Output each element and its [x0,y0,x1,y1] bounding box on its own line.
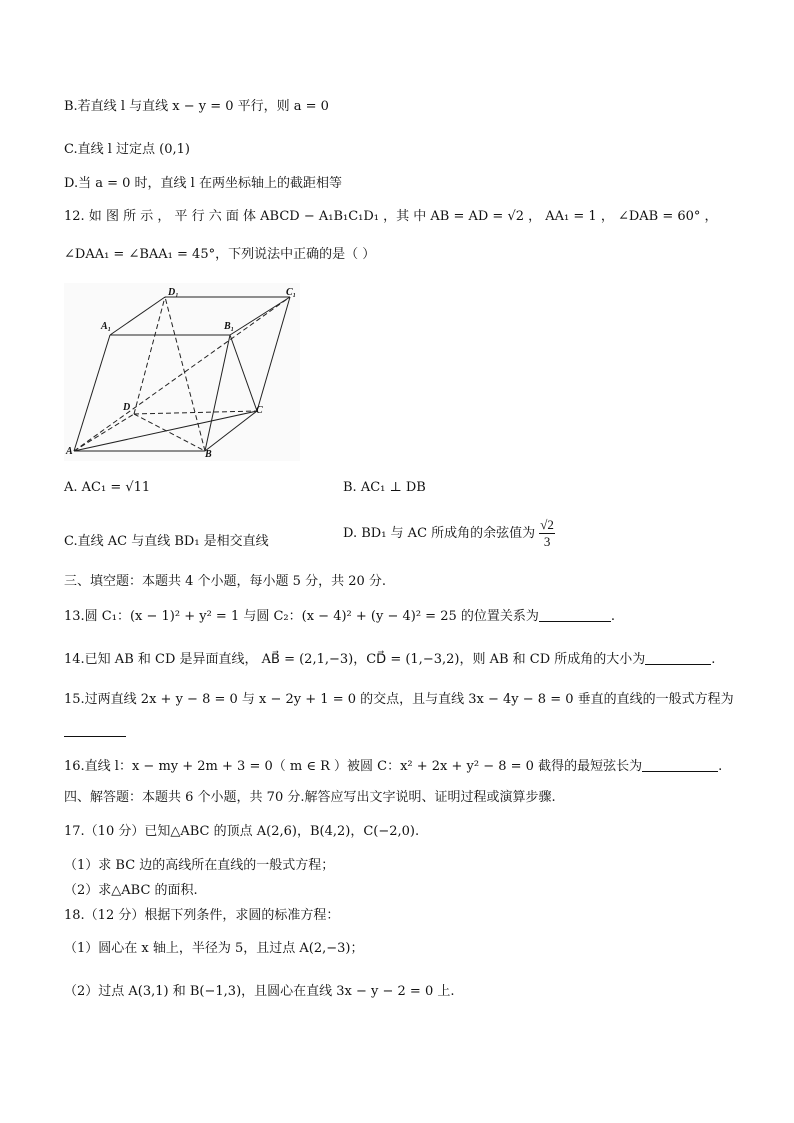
q13: 13.圆 C₁：(x − 1)² + y² = 1 与圆 C₂：(x − 4)² + (y − 4)² = 25 的位置关系为 . [64,609,616,624]
label-b: B [205,449,212,460]
q12-option-a: A. AC₁ = √11 [64,480,151,495]
q17-stem: 17.（10 分）已知△ABC 的顶点 A(2,6)，B(4,2)，C(−2,0). [64,824,420,839]
q15-blank-line [64,722,126,741]
label-d1: D₁ [168,287,179,298]
q17-part2: （2）求△ABC 的面积. [64,883,198,898]
answer-blank [645,650,711,665]
q11-option-c: C.直线 l 过定点 (0,1) [64,142,190,157]
q14-text: 14.已知 AB 和 CD 是异面直线， AB⃗ = (2,1,−3)，CD⃗ = (1,−3,2)，则 AB 和 CD 所成角的大小为 [64,652,646,667]
q18-part2: （2）过点 A(3,1) 和 B(−1,3)，且圆心在直线 3x − y − 2 = 0 上. [64,984,455,999]
label-a1: A₁ [101,321,112,332]
section-3-heading: 三、填空题：本题共 4 个小题，每小题 5 分，共 20 分. [64,574,387,589]
fraction-numerator: √2 [540,517,554,532]
q18-stem: 18.（12 分）根据下列条件，求圆的标准方程： [64,908,340,923]
label-a: A [66,446,73,457]
q17-part1: （1）求 BC 边的高线所在直线的一般式方程； [64,858,335,873]
parallelepiped-figure [64,283,300,465]
q16-text: 16.直线 l：x − my + 2m + 3 = 0（ m ∈ R ）被圆 C：x² + 2x + y² − 8 = 0 截得的最短弦长为 [64,759,643,774]
label-b1: B₁ [224,321,235,332]
q12-stem-line1: 12. 如 图 所 示 ， 平 行 六 面 体 ABCD − A₁B₁C₁D₁ ，其 中 AB = AD = √2 ， AA₁ = 1 ， ∠DAB = 60° ， [64,209,718,224]
fraction-denominator: 3 [543,534,551,549]
answer-blank [64,722,126,737]
fraction [539,517,555,550]
q12-option-d [343,517,555,551]
label-d: D [123,402,131,413]
answer-blank [539,607,611,622]
answer-blank [642,757,718,772]
q15: 15.过两直线 2x + y − 8 = 0 与 x − 2y + 1 = 0 的交点，且与直线 3x − 4y − 8 = 0 垂直的直线的一般式方程为 [64,692,734,707]
q14: 14.已知 AB 和 CD 是异面直线， AB⃗ = (2,1,−3)，CD⃗ = (1,−3,2)，则 AB 和 CD 所成角的大小为 . [64,652,716,667]
q11-option-b: B.若直线 l 与直线 x − y = 0 平行，则 a = 0 [64,99,329,114]
label-c: C [256,405,263,416]
q11-option-d: D.当 a = 0 时，直线 l 在两坐标轴上的截距相等 [64,176,342,191]
section-4-heading: 四、解答题：本题共 6 个小题，共 70 分.解答应写出文字说明、证明过程或演算步骤. [64,790,556,805]
q18-part1: （1）圆心在 x 轴上，半径为 5，且过点 A(2,−3)； [64,941,364,956]
q12-stem-line2: ∠DAA₁ = ∠BAA₁ = 45°，下列说法中正确的是（ ） [64,247,376,262]
label-c1: C₁ [286,287,297,298]
q12-option-c: C.直线 AC 与直线 BD₁ 是相交直线 [64,534,269,549]
q13-text: 13.圆 C₁：(x − 1)² + y² = 1 与圆 C₂：(x − 4)² + (y − 4)² = 25 的位置关系为 [64,609,539,624]
q16: 16.直线 l：x − my + 2m + 3 = 0（ m ∈ R ）被圆 C：x² + 2x + y² − 8 = 0 截得的最短弦长为 . [64,759,723,774]
q12-option-b: B. AC₁ ⊥ DB [343,480,426,495]
q12-option-d-text: D. BD₁ 与 AC 所成角的余弦值为 [343,526,536,541]
